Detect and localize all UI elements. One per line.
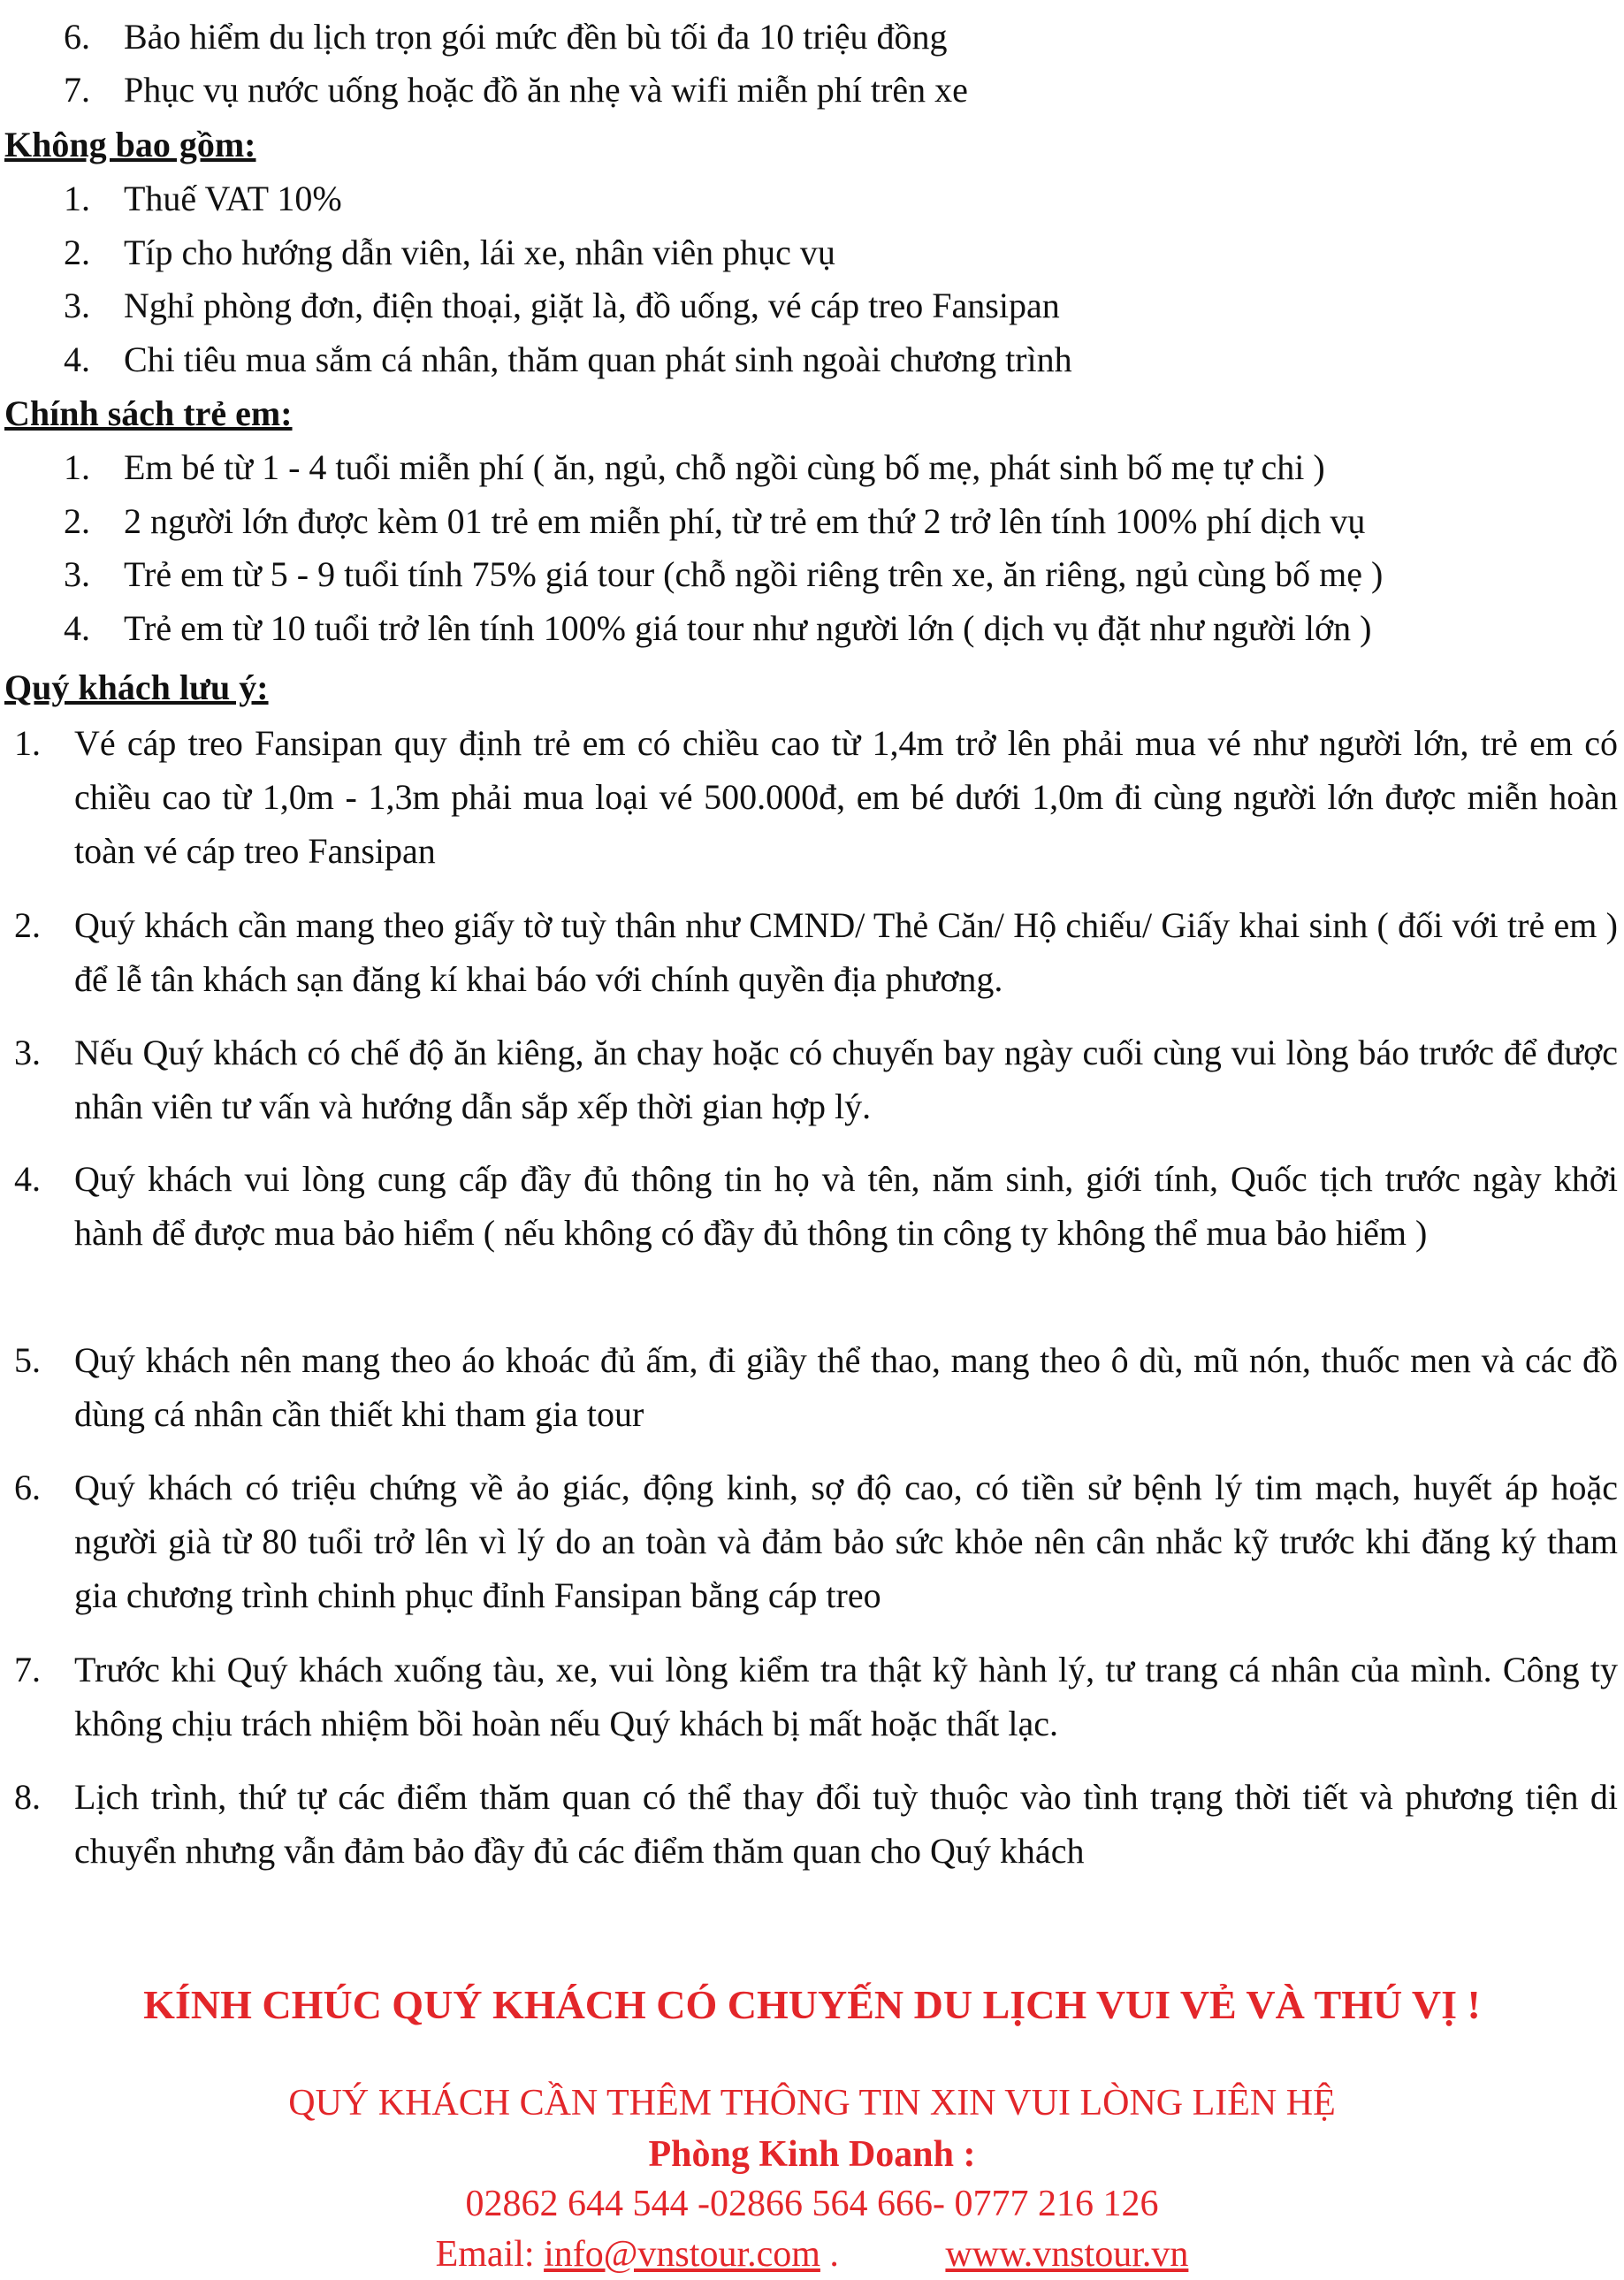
email-link[interactable]: info@vnstour.com	[544, 2234, 820, 2275]
list-number: 6.	[14, 1468, 41, 1507]
separator: .	[829, 2234, 839, 2275]
list-number: 4.	[14, 1159, 41, 1199]
list-number: 8.	[14, 1777, 41, 1817]
list-number: 7.	[14, 1650, 41, 1689]
child-policy-item: Em bé từ 1 - 4 tuổi miễn phí ( ăn, ngủ, chỗ ngồi cùng bố mẹ, phát sinh bố mẹ tự chi )	[124, 447, 1325, 487]
child-policy-heading: Chính sách trẻ em:	[4, 393, 293, 433]
not-included-item: Nghỉ phòng đơn, điện thoại, giặt là, đồ uống, vé cáp treo Fansipan	[124, 286, 1060, 325]
child-policy-item: Trẻ em từ 10 tuổi trở lên tính 100% giá tour như người lớn ( dịch vụ đặt như người lớn )	[124, 608, 1372, 648]
list-number: 3.	[64, 554, 90, 594]
list-number: 5.	[14, 1340, 41, 1380]
closing-wish: KÍNH CHÚC QUÝ KHÁCH CÓ CHUYẾN DU LỊCH VUI VẺ VÀ THÚ VỊ !	[143, 1982, 1481, 2027]
list-number: 2.	[14, 905, 41, 945]
phone-numbers: 02862 644 544 -02866 564 666- 0777 216 126	[465, 2184, 1159, 2224]
list-number: 3.	[64, 286, 90, 325]
list-number: 7.	[64, 70, 90, 110]
note-item: Trước khi Quý khách xuống tàu, xe, vui lòng kiểm tra thật kỹ hành lý, tư trang cá nhân của mình. Công ty không chịu trách nhiệm bồi hoàn nếu Quý khách bị mất hoặc thất lạc.	[74, 1650, 1618, 1743]
note-item: Quý khách vui lòng cung cấp đầy đủ thông tin họ và tên, năm sinh, giới tính, Quốc tịch trước ngày khởi hành để được mua bảo hiểm ( nếu không có đầy đủ thông tin công ty không thể mua bảo hiểm )	[74, 1159, 1618, 1253]
not-included-item: Thuế VAT 10%	[124, 179, 342, 218]
list-number: 4.	[64, 608, 90, 648]
email-label: Email:	[435, 2234, 535, 2275]
list-number: 4.	[64, 339, 90, 379]
included-item: Phục vụ nước uống hoặc đồ ăn nhẹ và wifi miễn phí trên xe	[124, 70, 968, 110]
note-item: Lịch trình, thứ tự các điểm thăm quan có thể thay đổi tuỳ thuộc vào tình trạng thời tiết và phương tiện di chuyển nhưng vẫn đảm bảo đầy đủ các điểm thăm quan cho Quý khách	[74, 1777, 1618, 1871]
contact-links	[0, 2230, 1624, 2278]
child-policy-item: Trẻ em từ 5 - 9 tuổi tính 75% giá tour (chỗ ngồi riêng trên xe, ăn riêng, ngủ cùng bố mẹ )	[124, 554, 1384, 594]
list-number: 6.	[64, 17, 90, 57]
website-link[interactable]: www.vnstour.vn	[945, 2234, 1189, 2275]
list-number: 3.	[14, 1033, 41, 1072]
note-item: Quý khách có triệu chứng về ảo giác, động kinh, sợ độ cao, có tiền sử bệnh lý tim mạch, huyết áp hoặc người già từ 80 tuổi trở lên vì lý do an toàn và đảm bảo sức khỏe nên cân nhắc kỹ trước khi đăng ký tham gia chương trình chinh phục đỉnh Fansipan bằng cáp treo	[74, 1468, 1618, 1615]
not-included-heading: Không bao gồm:	[4, 125, 256, 164]
note-item: Quý khách cần mang theo giấy tờ tuỳ thân như CMND/ Thẻ Căn/ Hộ chiếu/ Giấy khai sinh ( đối với trẻ em ) để lễ tân khách sạn đăng kí khai báo với chính quyền địa phương.	[74, 905, 1618, 999]
notes-heading: Quý khách lưu ý:	[4, 667, 269, 707]
list-number: 1.	[64, 179, 90, 218]
not-included-item: Típ cho hướng dẫn viên, lái xe, nhân viên phục vụ	[124, 233, 835, 272]
list-number: 1.	[64, 447, 90, 487]
sales-department: Phòng Kinh Doanh :	[648, 2134, 976, 2175]
list-number: 2.	[64, 233, 90, 272]
list-number: 1.	[14, 723, 41, 763]
contact-prompt: QUÝ KHÁCH CẦN THÊM THÔNG TIN XIN VUI LÒNG LIÊN HỆ	[288, 2083, 1336, 2124]
child-policy-item: 2 người lớn được kèm 01 trẻ em miễn phí, từ trẻ em thứ 2 trở lên tính 100% phí dịch vụ	[124, 501, 1366, 541]
list-number: 2.	[64, 501, 90, 541]
note-item: Quý khách nên mang theo áo khoác đủ ấm, đi giầy thể thao, mang theo ô dù, mũ nón, thuốc men và các đồ dùng cá nhân cần thiết khi tham gia tour	[74, 1340, 1618, 1434]
not-included-item: Chi tiêu mua sắm cá nhân, thăm quan phát sinh ngoài chương trình	[124, 339, 1072, 379]
note-item: Vé cáp treo Fansipan quy định trẻ em có chiều cao từ 1,4m trở lên phải mua vé như người lớn, trẻ em có chiều cao từ 1,0m - 1,3m phải mua loại vé 500.000đ, em bé dưới 1,0m đi cùng người lớn được miễn hoàn toàn vé cáp treo Fansipan	[74, 723, 1618, 871]
note-item: Nếu Quý khách có chế độ ăn kiêng, ăn chay hoặc có chuyến bay ngày cuối cùng vui lòng báo trước để được nhân viên tư vấn và hướng dẫn sắp xếp thời gian hợp lý.	[74, 1033, 1618, 1126]
included-item: Bảo hiểm du lịch trọn gói mức đền bù tối đa 10 triệu đồng	[124, 17, 948, 57]
